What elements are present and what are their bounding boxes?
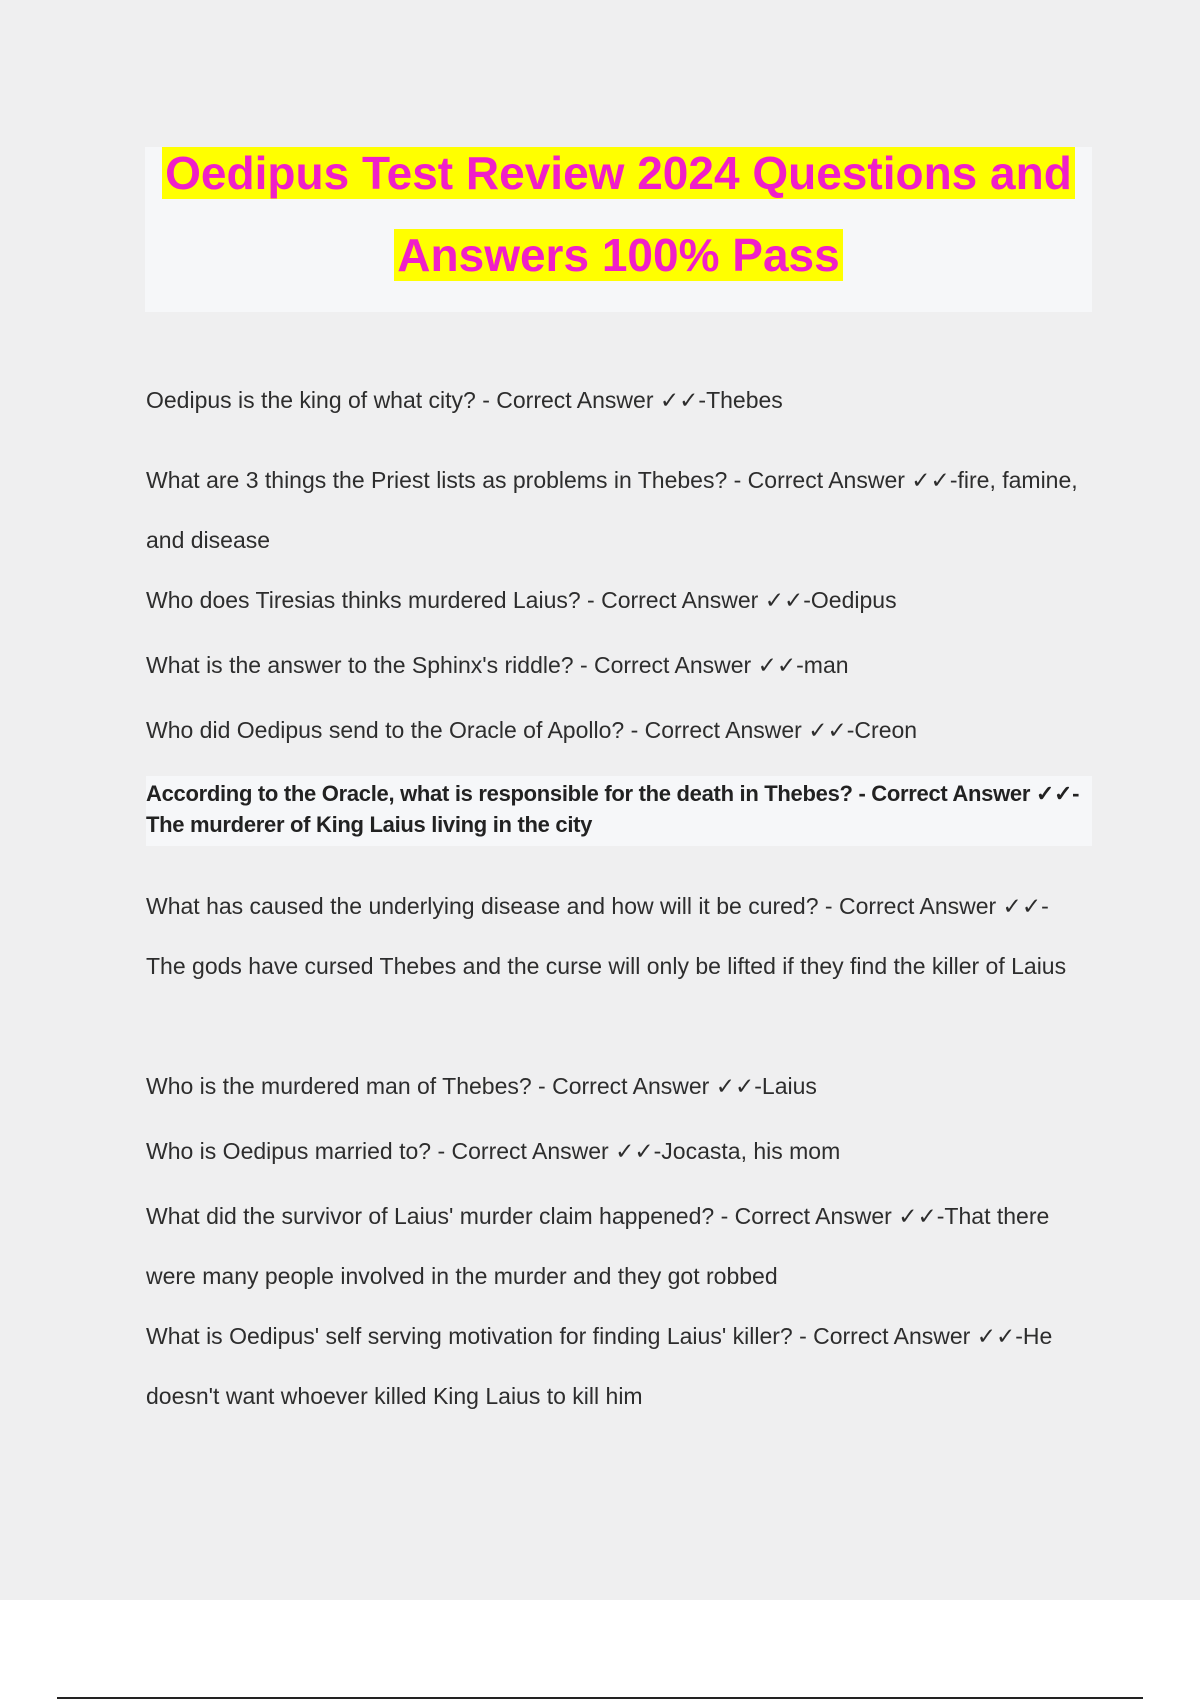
document-title-line-1: Oedipus Test Review 2024 Questions and bbox=[145, 147, 1092, 199]
footer-rule bbox=[57, 1697, 1143, 1699]
qa-item: Who is the murdered man of Thebes? - Correct Answer ✓✓-Laius bbox=[146, 1073, 817, 1099]
qa-item: What is the answer to the Sphinx's riddle? - Correct Answer ✓✓-man bbox=[146, 652, 849, 678]
qa-item: Oedipus is the king of what city? - Correct Answer ✓✓-Thebes bbox=[146, 387, 783, 413]
qa-item: What are 3 things the Priest lists as problems in Thebes? - Correct Answer ✓✓-fire, famine, and disease bbox=[146, 467, 1078, 553]
title-block bbox=[145, 147, 1092, 312]
qa-item: Who is Oedipus married to? - Correct Answer ✓✓-Jocasta, his mom bbox=[146, 1138, 841, 1164]
qa-item: Who does Tiresias thinks murdered Laius? - Correct Answer ✓✓-Oedipus bbox=[146, 587, 897, 613]
qa-item-bold: According to the Oracle, what is responsible for the death in Thebes? - Correct Answer ✓✓-The murderer of King Laius living in the city bbox=[146, 776, 1092, 846]
qa-item: Who did Oedipus send to the Oracle of Apollo? - Correct Answer ✓✓-Creon bbox=[146, 717, 918, 743]
qa-item: What has caused the underlying disease and how will it be cured? - Correct Answer ✓✓-The gods have cursed Thebes and the curse will only be lifted if they find the killer of Laius bbox=[146, 893, 1067, 979]
qa-item: What is Oedipus' self serving motivation for finding Laius' killer? - Correct Answer ✓✓-He doesn't want whoever killed King Laius to kill him bbox=[146, 1323, 1053, 1409]
document-title-line-2: Answers 100% Pass bbox=[145, 229, 1092, 281]
qa-item: What did the survivor of Laius' murder claim happened? - Correct Answer ✓✓-That there were many people involved in the murder and they got robbed bbox=[146, 1203, 1050, 1289]
